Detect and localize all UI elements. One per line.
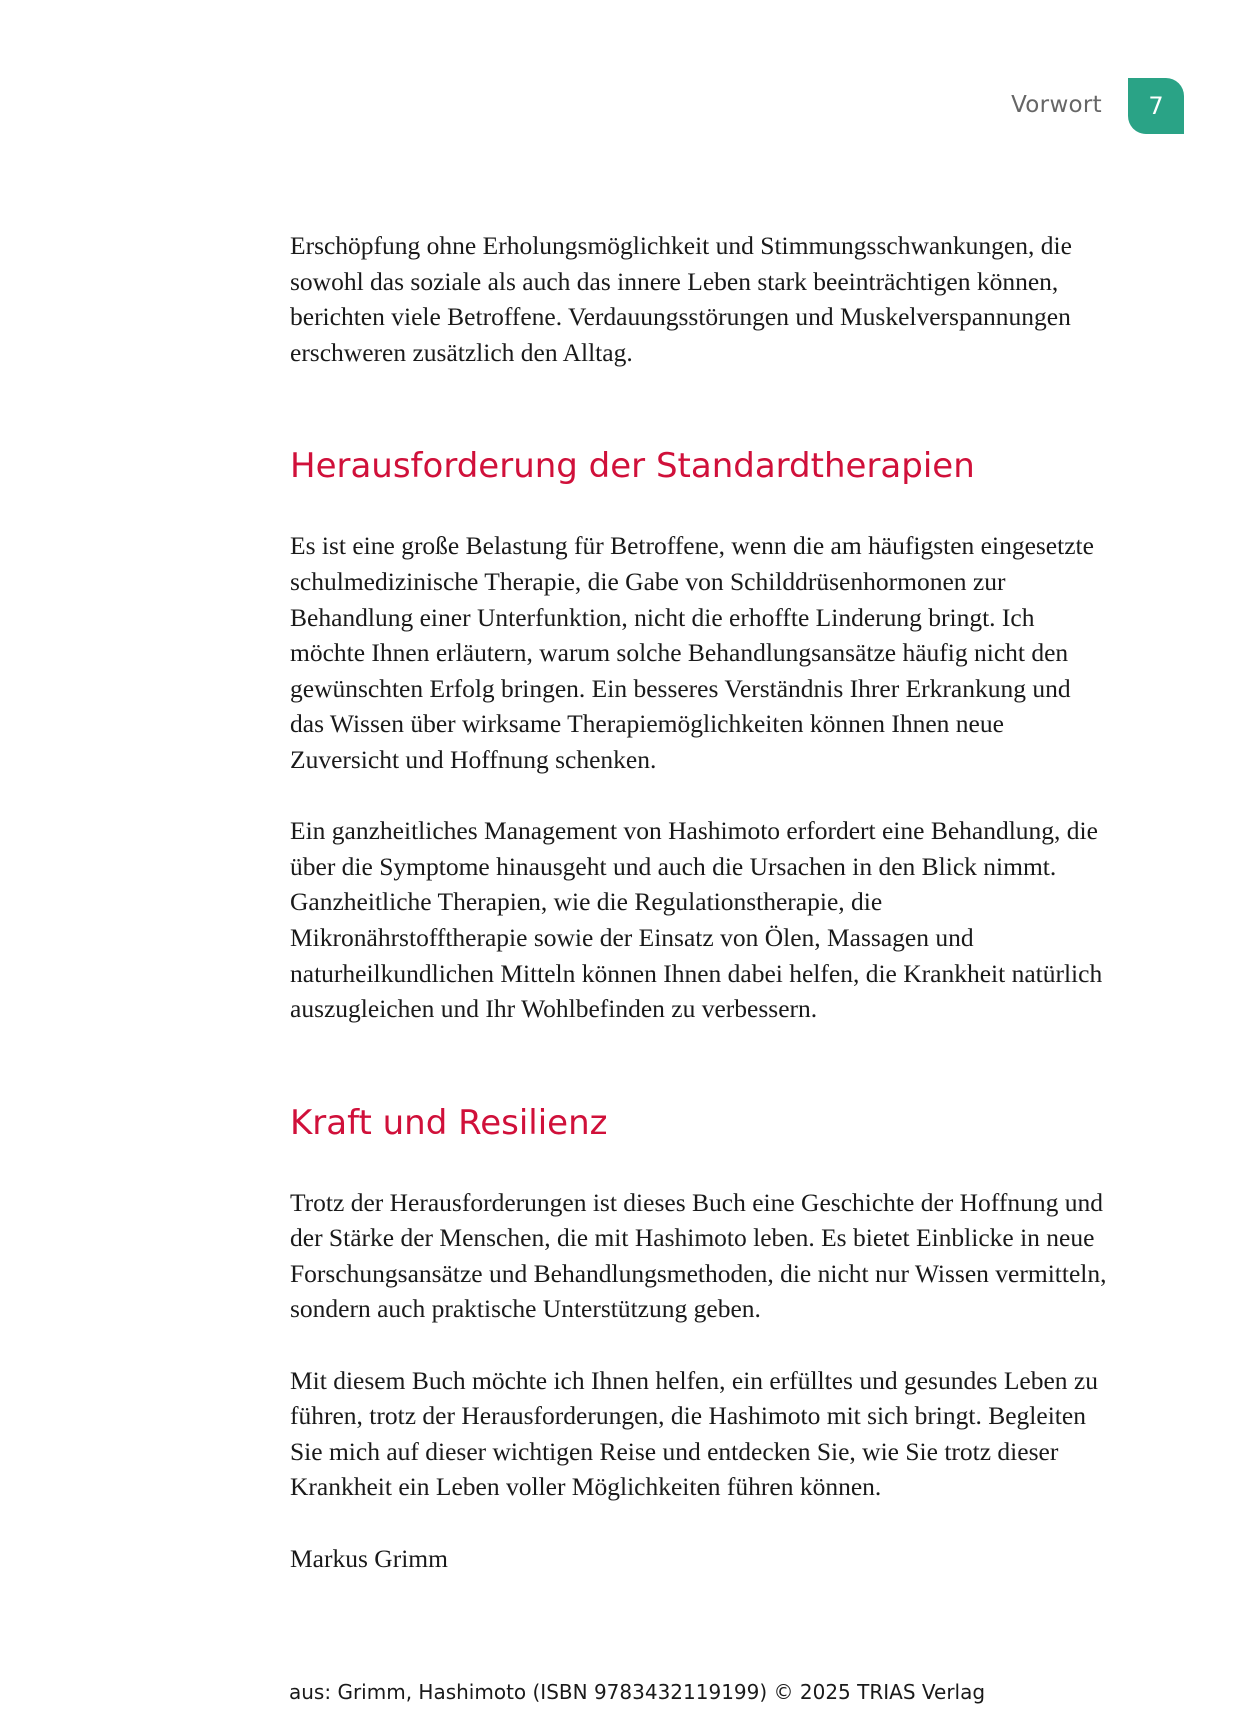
intro-paragraph: Erschöpfung ohne Erholungsmöglichkeit und Stimmungsschwankungen, die sowohl das soziale als auch das innere Leben stark beeinträchtigen können, berichten viele Betroffene. Verdauungsstörungen und Muskelverspannungen erschweren zusätzlich den Alltag. [290, 231, 1072, 367]
page-body [290, 228, 1110, 1602]
paragraph: Mit diesem Buch möchte ich Ihnen helfen, ein erfülltes und gesundes Leben zu führen, trotz der Herausforderungen, die Hashimoto mit sich bringt. Begleiten Sie mich auf dieser wichtigen Reise und entdecken Sie, wie Sie trotz dieser Krankheit ein Leben voller Möglichkeiten führen können. [290, 1365, 1098, 1502]
section-label: Vorwort [1011, 92, 1102, 118]
author-signature: Markus Grimm [290, 1543, 448, 1573]
section-heading-standard-therapies: Herausforderung der Standardtherapien [290, 446, 975, 487]
section-heading-resilience: Kraft und Resilienz [290, 1102, 608, 1143]
paragraph: Trotz der Herausforderungen ist dieses Buch eine Geschichte der Hoffnung und der Stärke der Menschen, die mit Hashimoto leben. Es bietet Einblicke in neue Forschungsansätze und Behandlungsmethoden, die nicht nur Wissen vermitteln, sondern auch praktische Unterstützung geben. [290, 1187, 1107, 1324]
paragraph: Es ist eine große Belastung für Betroffene, wenn die am häufigsten eingesetzte schulmedizinische Therapie, die Gabe von Schilddrüsenhormonen zur Behandlung einer Unterfunktion, nicht die erhoffte Linderung bringt. Ich möchte Ihnen erläutern, warum solche Behandlungsansätze häufig nicht den gewünschten Erfolg bringen. Ein besseres Verständnis Ihrer Erkrankung und das Wissen über wirksame Therapiemöglichkeiten können Ihnen neue Zuversicht und Hoffnung schenken. [290, 531, 1094, 774]
source-footer: aus: Grimm, Hashimoto (ISBN 9783432119199) © 2025 TRIAS Verlag [289, 1680, 986, 1704]
page-number-badge: 7 [1128, 78, 1184, 134]
paragraph: Ein ganzheitliches Management von Hashimoto erfordert eine Behandlung, die über die Symptome hinausgeht und auch die Ursachen in den Blick nimmt. Ganzheitliche Therapien, wie die Regulationstherapie, die Mikronährstofftherapie sowie der Einsatz von Ölen, Massagen und naturheilkundlichen Mitteln können Ihnen dabei helfen, die Krankheit natürlich auszugleichen und Ihr Wohlbefinden zu verbessern. [290, 816, 1103, 1024]
